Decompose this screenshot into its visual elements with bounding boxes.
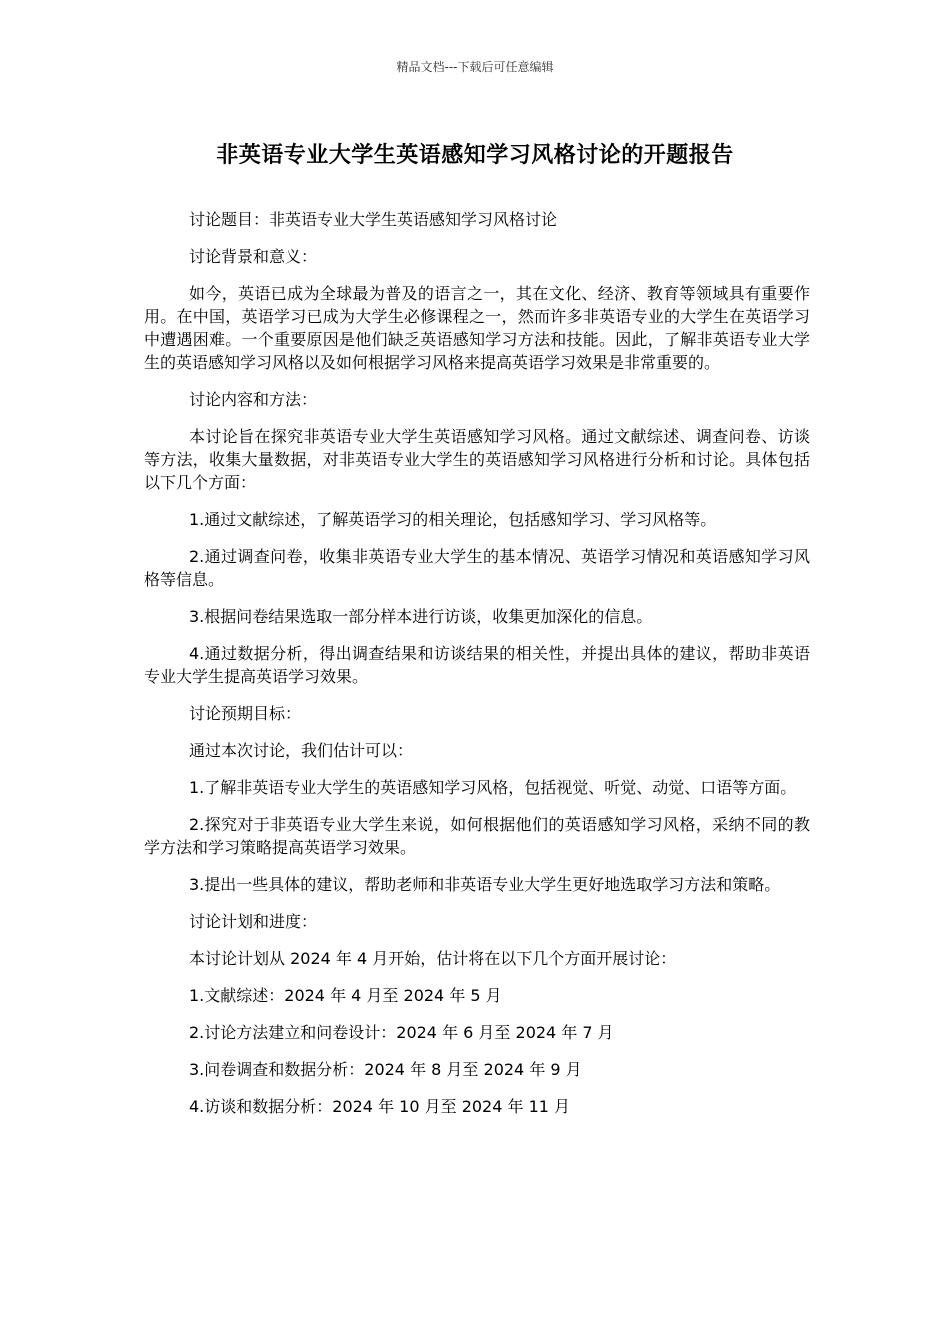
plan-item-1: 1.文献综述：2024 年 4 月至 2024 年 5 月	[189, 986, 502, 1005]
goal-item-3: 3.提出一些具体的建议，帮助老师和非英语专业大学生更好地选取学习方法和策略。	[189, 875, 781, 894]
method-item-1: 1.通过文献综述，了解英语学习的相关理论，包括感知学习、学习风格等。	[189, 510, 717, 529]
topic-line: 讨论题目：非英语专业大学生英语感知学习风格讨论	[189, 210, 558, 229]
section-heading-background: 讨论背景和意义：	[189, 247, 318, 266]
content-method-paragraph: 本讨论旨在探究非英语专业大学生英语感知学习风格。通过文献综述、调查问卷、访谈等方法，收集大量数据，对非英语专业大学生的英语感知学习风格进行分析和讨论。具体包括以下几个方面：	[144, 427, 810, 492]
document-title: 非英语专业大学生英语感知学习风格讨论的开题报告	[216, 143, 734, 168]
goal-item-2: 2.探究对于非英语专业大学生来说，如何根据他们的英语感知学习风格，采纳不同的教学方法和学习策略提高英语学习效果。	[144, 815, 810, 857]
page-header: 精品文档---下载后可任意编辑	[396, 60, 554, 74]
method-item-2: 2.通过调查问卷，收集非英语专业大学生的基本情况、英语学习情况和英语感知学习风格等信息。	[144, 547, 810, 589]
plan-item-4: 4.访谈和数据分析：2024 年 10 月至 2024 年 11 月	[189, 1097, 571, 1116]
plan-intro: 本讨论计划从 2024 年 4 月开始，估计将在以下几个方面开展讨论：	[189, 949, 677, 968]
section-heading-goals: 讨论预期目标：	[189, 704, 302, 723]
plan-item-2: 2.讨论方法建立和问卷设计：2024 年 6 月至 2024 年 7 月	[189, 1023, 614, 1042]
method-item-3: 3.根据问卷结果选取一部分样本进行访谈，收集更加深化的信息。	[189, 607, 653, 626]
method-item-4: 4.通过数据分析，得出调查结果和访谈结果的相关性，并提出具体的建议，帮助非英语专业大学生提高英语学习效果。	[144, 644, 810, 686]
section-heading-content-method: 讨论内容和方法：	[189, 390, 318, 409]
plan-item-3: 3.问卷调查和数据分析：2024 年 8 月至 2024 年 9 月	[189, 1060, 582, 1079]
goal-item-1: 1.了解非英语专业大学生的英语感知学习风格，包括视觉、听觉、动觉、口语等方面。	[189, 778, 797, 797]
goals-intro: 通过本次讨论，我们估计可以：	[189, 741, 414, 760]
section-heading-plan: 讨论计划和进度：	[189, 912, 318, 931]
document-body	[144, 208, 810, 1132]
background-paragraph: 如今，英语已成为全球最为普及的语言之一，其在文化、经济、教育等领域具有重要作用。在中国，英语学习已成为大学生必修课程之一，然而许多非英语专业的大学生在英语学习中遭遇困难。一个重要原因是他们缺乏英语感知学习方法和技能。因此，了解非英语专业大学生的英语感知学习风格以及如何根据学习风格来提高英语学习效果是非常重要的。	[144, 284, 810, 372]
